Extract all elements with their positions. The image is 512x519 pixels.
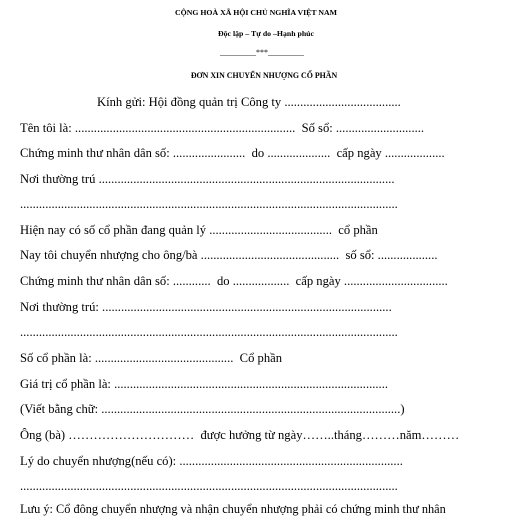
- country-name: CỘNG HOÀ XÃ HỘI CHỦ NGHĨA VIỆT NAM: [175, 8, 337, 17]
- salutation: Kính gửi: Hội đồng quản trị Công ty .....................................: [97, 95, 401, 109]
- note: Lưu ý: Cổ đông chuyển nhượng và nhận chuyển nhượng phải có chứng minh thư nhân: [20, 502, 446, 516]
- field-name: Tên tôi là: ...................................................................... Số sổ: ............................: [20, 121, 425, 135]
- field-transferee-residence-cont: ........................................................................................................................: [20, 325, 398, 339]
- national-motto: Độc lập – Tự do –Hạnh phúc: [218, 29, 314, 38]
- field-id-card: Chứng minh thư nhân dân số: ....................... do .................... cấp ngày ...................: [20, 146, 445, 160]
- field-entitlement-date: Ông (bà) ………………………… được hưởng từ ngày……..tháng………năm………: [20, 428, 460, 442]
- document-title: ĐƠN XIN CHUYỂN NHƯỢNG CỔ PHẦN: [190, 71, 338, 80]
- field-share-count: Số cổ phần là: ............................................ Cổ phần: [20, 351, 283, 365]
- field-residence-cont: ........................................................................................................................: [20, 197, 398, 211]
- field-reason: Lý do chuyển nhượng(nếu có): .......................................................................: [20, 454, 403, 468]
- field-share-value: Giá trị cổ phần là: .......................................................................................: [20, 377, 388, 391]
- field-residence: Nơi thường trú ..............................................................................................: [20, 172, 395, 186]
- field-reason-cont: ........................................................................................................................: [20, 479, 398, 493]
- field-value-in-words: (Viết bằng chữ: ...............................................................................................): [20, 402, 405, 416]
- field-shares-held: Hiện nay có số cổ phần đang quản lý ....................................... cổ phần: [20, 223, 378, 237]
- field-transferee: Nay tôi chuyển nhượng cho ông/bà ............................................ số sổ: ...................: [20, 248, 438, 262]
- field-transferee-residence: Nơi thường trú: ............................................................................................: [20, 300, 392, 314]
- field-transferee-id-card: Chứng minh thư nhân dân số: ............ do .................. cấp ngày .................................: [20, 274, 448, 288]
- header-divider: _________***_________: [220, 48, 304, 57]
